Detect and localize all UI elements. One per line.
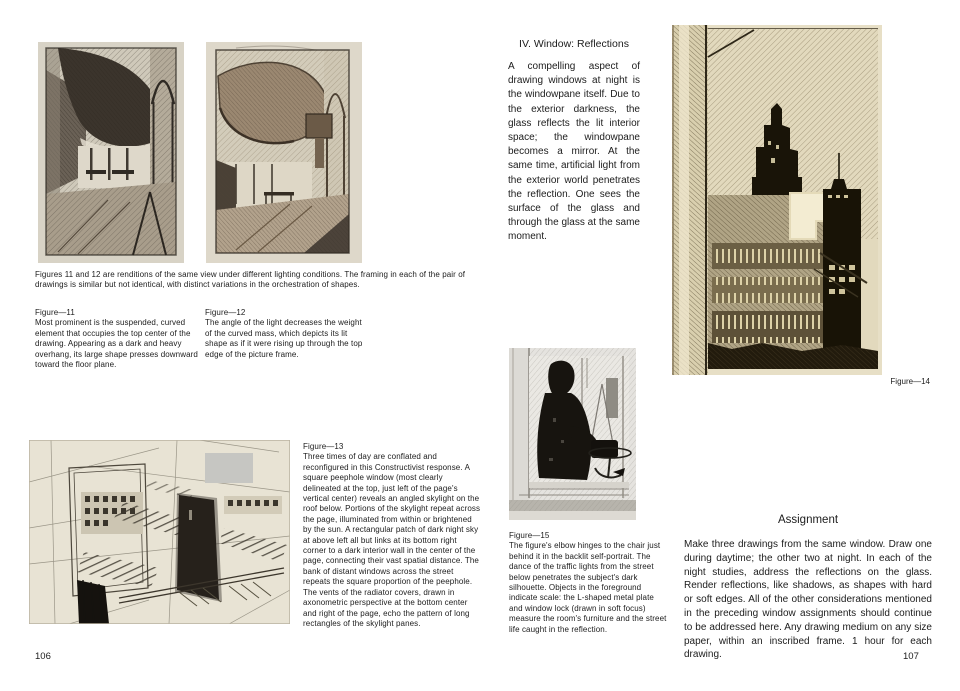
assignment-heading: Assignment bbox=[777, 514, 839, 526]
figure-12-drawing bbox=[206, 42, 362, 263]
figure-11-caption bbox=[35, 308, 199, 370]
figure-14-drawing bbox=[672, 25, 882, 375]
figure-13-caption-text: Three times of day are conflated and reconfigured in this Constructivist response. A square peephole window (most clearly delineated at the top, just left of the page's vertical center) reveals an angled skylight on the roof below. Portions of the skylight repeat across the page, illuminated from within or brightened by the sun. A rectangular patch of dark night sky at above left all but links at its bottom right corner to a dark interior wall in the center of the page, connecting their vast spatial distance. The bank of distant windows across the street repeats the square proportion of the peephole. The vents of the radiator covers, drawn in axonometric perspective at the bottom center and right of the page, echo the pattern of long rectangles of the skylight panes. bbox=[303, 452, 481, 628]
figure-15-drawing bbox=[509, 348, 636, 520]
figure-15-caption-text: The figure's elbow hinges to the chair just behind it in the backlit self-portrait. The dance of the traffic lights from the street below penetrates the subject's dark silhouette. Objects in the foreground indicate scale: the L-shaped metal plate and window lock (drawn in soft focus) measure the room's furniture and the street life caught in the reflection. bbox=[509, 541, 667, 634]
figure-13-label: Figure—13 bbox=[303, 442, 344, 451]
section-heading: IV. Window: Reflections bbox=[519, 38, 629, 50]
figure-12-label: Figure—12 bbox=[205, 308, 246, 317]
caption-figures-11-12: Figures 11 and 12 are renditions of the same view under different lighting conditions. The framing in each of the pair of drawings is similar but not identical, with distinct variations in the orchestration of shapes. bbox=[35, 270, 466, 290]
intro-paragraph: A compelling aspect of drawing windows at night is the windowpane itself. Due to the exterior darkness, the glass reflects the lit interior space; the windowpane becomes a mirror. At the same time, artificial light from the exterior world penetrates the reflection. One sees the surface of the glass and through the glass at the same moment. bbox=[508, 61, 640, 243]
page-number-right: 107 bbox=[903, 651, 919, 662]
figure-12-caption-text: The angle of the light decreases the weight of the curved mass, which depicts its lit shape as if it were rising up through the top edge of the picture frame. bbox=[205, 318, 363, 359]
figure-11-caption-text: Most prominent is the suspended, curved element that occupies the top center of the drawing. Appearing as a dark and heavy overhang, its large shape presses downward toward the floor plane. bbox=[35, 318, 198, 370]
figure-13-drawing bbox=[29, 440, 290, 624]
figure-15-label: Figure—15 bbox=[509, 531, 550, 540]
assignment-body: Make three drawings from the same window. Draw one during daytime; the other two at night. In each of the night studies, address the reflections on the glass. Render reflections, like shadows, as shapes with hard or soft edges. All of the other considerations mentioned in the preceding window assignments should continue to be addressed here. Any drawing medium on any size paper, within an inscribed frame. 1 hour for each drawing. bbox=[684, 539, 932, 661]
figure-14-label: Figure—14 bbox=[890, 377, 930, 386]
page-number-left: 106 bbox=[35, 651, 51, 662]
figure-15-caption bbox=[509, 531, 669, 635]
figure-11-label: Figure—11 bbox=[35, 308, 75, 317]
figure-13-caption bbox=[303, 442, 481, 629]
figure-12-caption bbox=[205, 308, 369, 360]
figure-11-drawing bbox=[38, 42, 184, 263]
